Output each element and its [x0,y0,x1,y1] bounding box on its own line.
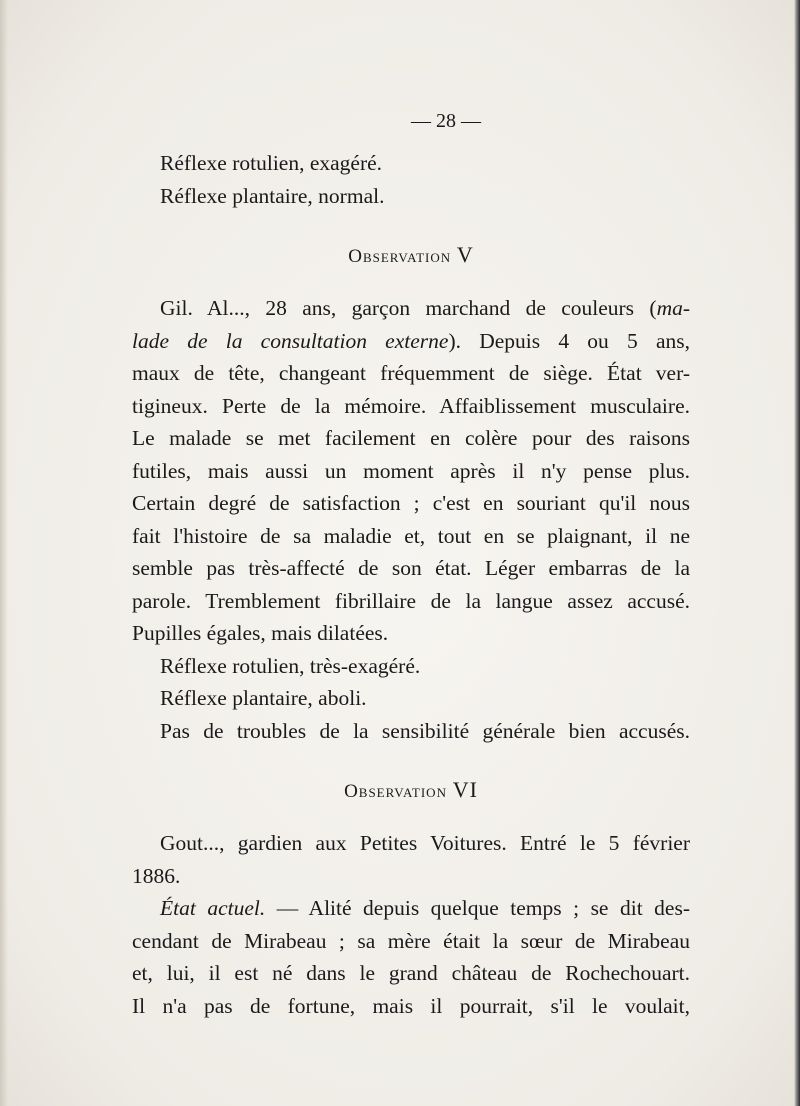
page-content [132,110,690,1022]
obs5-line-3: maux de tête, changeant fréquemment de siège. État ver- [132,361,690,385]
observation-vi-label: Observation [344,781,447,802]
obs5-reflex-plantaire: Réflexe plantaire, aboli. [160,686,367,710]
obs5-line-4: tigineux. Perte de la mémoire. Affaiblissement musculaire. [132,393,690,418]
obs6-line-2: 1886. [132,863,181,888]
obs5-line-2-text: ). Depuis 4 ou 5 ans, [448,328,690,353]
obs5-line-2-italic: lade de la consultation externe [132,328,449,353]
obs6-line-5: et, lui, il est né dans le grand château de Rochechouart. [132,961,690,985]
obs6-etat-actuel-label: État actuel. [160,896,266,920]
obs5-line-10: parole. Tremblement fibrillaire de la langue assez accusé. [132,588,690,613]
obs5-line-1-italic: ma- [656,296,690,320]
reflex-line-2: Réflexe plantaire, normal. [160,183,385,208]
obs5-line-7: Certain degré de satisfaction ; c'est en souriant qu'il nous [132,491,690,515]
observation-vi-heading [132,777,690,803]
obs5-line-5: Le malade se met facilement en colère pour des raisons [132,426,690,450]
obs6-etat-text: — Alité depuis quelque temps ; se dit des- [265,896,690,920]
obs5-line-11: Pupilles égales, mais dilatées. [132,621,389,645]
obs5-sensibilite: Pas de troubles de la sensibilité générale bien accusés. [160,718,690,743]
obs5-reflex-rotulien: Réflexe rotulien, très-exagéré. [160,653,421,678]
page-number: — 28 — [411,110,481,132]
page-edge-shadow-right [794,0,800,1106]
observation-v-label: Observation [348,246,452,267]
reflex-line-1: Réflexe rotulien, exagéré. [160,151,383,175]
obs5-line-1 [132,292,690,325]
obs6-line-6: Il n'a pas de fortune, mais il pourrait, s'il le voulait, [132,993,690,1018]
obs5-line-2 [132,325,690,358]
obs6-line-1: Gout..., gardien aux Petites Voitures. Entré le 5 février [160,831,690,855]
obs6-line-4: cendant de Mirabeau ; sa mère était la sœur de Mirabeau [132,928,690,953]
obs5-line-8: fait l'histoire de sa maladie et, tout en se plaignant, il ne [132,523,690,548]
obs6-etat-line [132,892,690,925]
obs5-line-6: futiles, mais aussi un moment après il n'y pense plus. [132,458,690,483]
obs5-line-9: semble pas très-affecté de son état. Léger embarras de la [132,556,690,580]
observation-vi-number: VI [452,777,478,802]
observation-v-number: V [456,242,474,267]
observation-v-heading [132,242,690,268]
obs5-line-1-text: Gil. Al..., 28 ans, garçon marchand de couleurs ( [160,296,657,320]
page-edge-shadow-left [0,0,8,1106]
